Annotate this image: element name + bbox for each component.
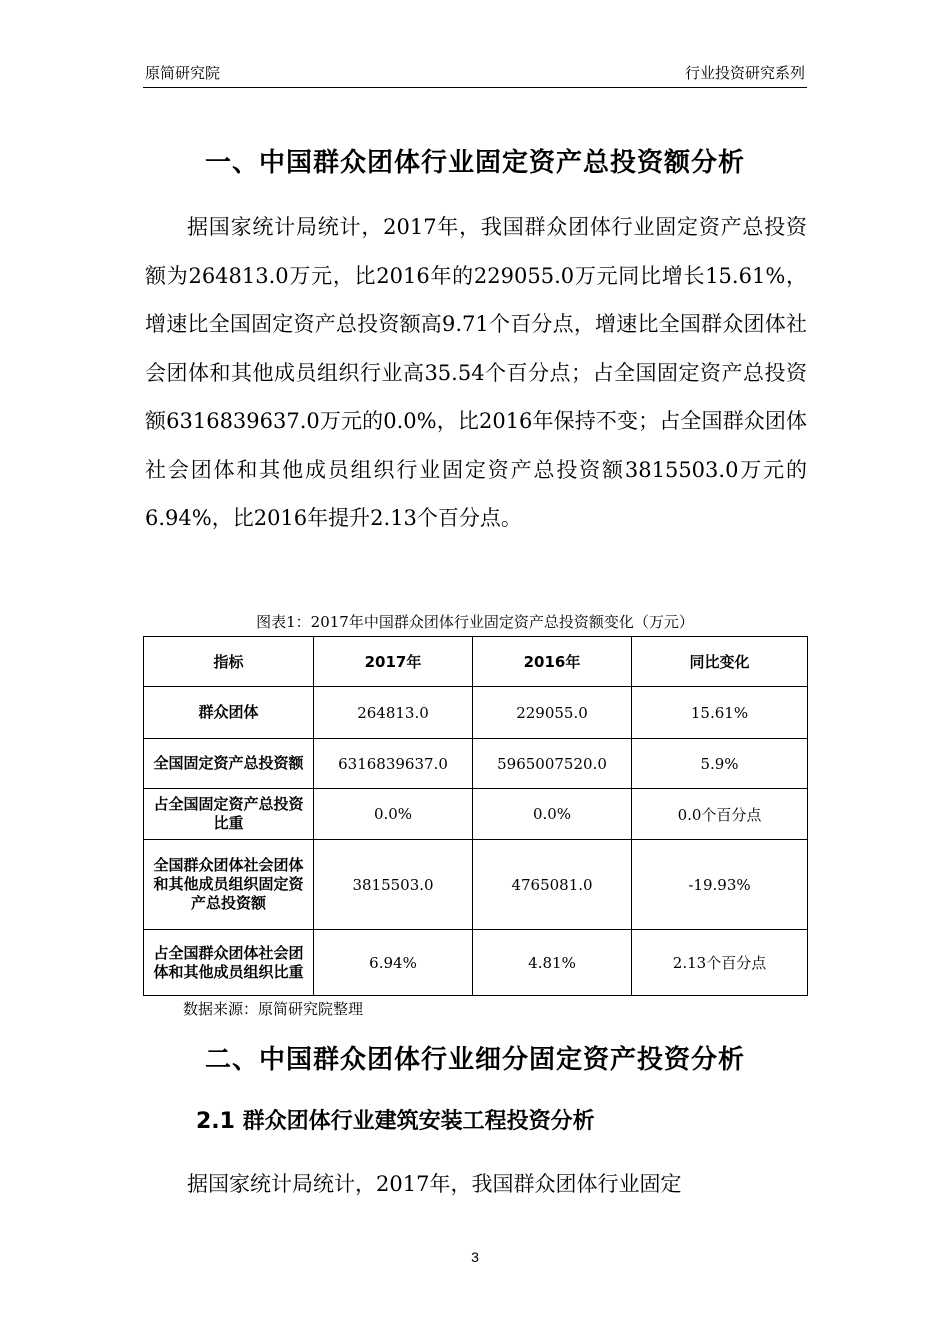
table-cell: 6.94% <box>314 930 473 996</box>
table-cell: 3815503.0 <box>314 840 473 930</box>
header-right-text: 行业投资研究系列 <box>684 65 805 82</box>
table-cell: -19.93% <box>632 840 808 930</box>
table-row-label: 占全国固定资产总投资比重 <box>144 789 314 840</box>
table-header-cell: 2016年 <box>473 637 632 687</box>
table-header-cell: 2017年 <box>314 637 473 687</box>
table-caption: 图表1：2017年中国群众团体行业固定资产总投资额变化（万元） <box>256 613 694 631</box>
table-row <box>144 687 808 739</box>
section1-title: 一、中国群众团体行业固定资产总投资额分析 <box>204 148 745 178</box>
table-header-cell: 同比变化 <box>632 637 808 687</box>
table-row-label: 群众团体 <box>144 687 314 739</box>
table-row-label: 全国群众团体社会团体和其他成员组织固定资产总投资额 <box>144 840 314 930</box>
table-cell: 229055.0 <box>473 687 632 739</box>
table-source-note: 数据来源：原简研究院整理 <box>183 1000 364 1018</box>
table-row-label: 占全国群众团体社会团体和其他成员组织比重 <box>144 930 314 996</box>
investment-table <box>143 636 808 996</box>
table-cell: 0.0% <box>473 789 632 840</box>
table-header-cell: 指标 <box>144 637 314 687</box>
section2-subtitle: 2.1 群众团体行业建筑安装工程投资分析 <box>196 1109 595 1134</box>
table-cell: 0.0% <box>314 789 473 840</box>
header-divider <box>143 87 807 88</box>
table-row <box>144 739 808 789</box>
section2-paragraph: 据国家统计局统计，2017年，我国群众团体行业固定 <box>187 1172 682 1196</box>
table-row <box>144 789 808 840</box>
table-row <box>144 930 808 996</box>
table-header-row <box>144 637 808 687</box>
header-left-text: 原简研究院 <box>145 65 221 82</box>
table-row <box>144 840 808 930</box>
table-cell: 15.61% <box>632 687 808 739</box>
table-cell: 5.9% <box>632 739 808 789</box>
table-cell: 0.0个百分点 <box>632 789 808 840</box>
section1-paragraph: 据国家统计局统计，2017年，我国群众团体行业固定资产总投资额为264813.0万元，比2016年的229055.0万元同比增长15.61%，增速比全国固定资产总投资额高9.71个百分点，增速比全国群众团体社会团体和其他成员组织行业高35.54个百分点；占全国固定资产总投资额6316839637.0万元的0.0%，比2016年保持不变；占全国群众团体社会团体和其他成员组织行业固定资产总投资额3815503.0万元的6.94%，比2016年提升2.13个百分点。 <box>145 215 807 530</box>
table-cell: 2.13个百分点 <box>632 930 808 996</box>
table-cell: 4765081.0 <box>473 840 632 930</box>
table-cell: 264813.0 <box>314 687 473 739</box>
table-cell: 5965007520.0 <box>473 739 632 789</box>
table-cell: 4.81% <box>473 930 632 996</box>
table-row-label: 全国固定资产总投资额 <box>144 739 314 789</box>
table-cell: 6316839637.0 <box>314 739 473 789</box>
page-number: 3 <box>471 1249 479 1265</box>
section2-title: 二、中国群众团体行业细分固定资产投资分析 <box>204 1045 745 1075</box>
